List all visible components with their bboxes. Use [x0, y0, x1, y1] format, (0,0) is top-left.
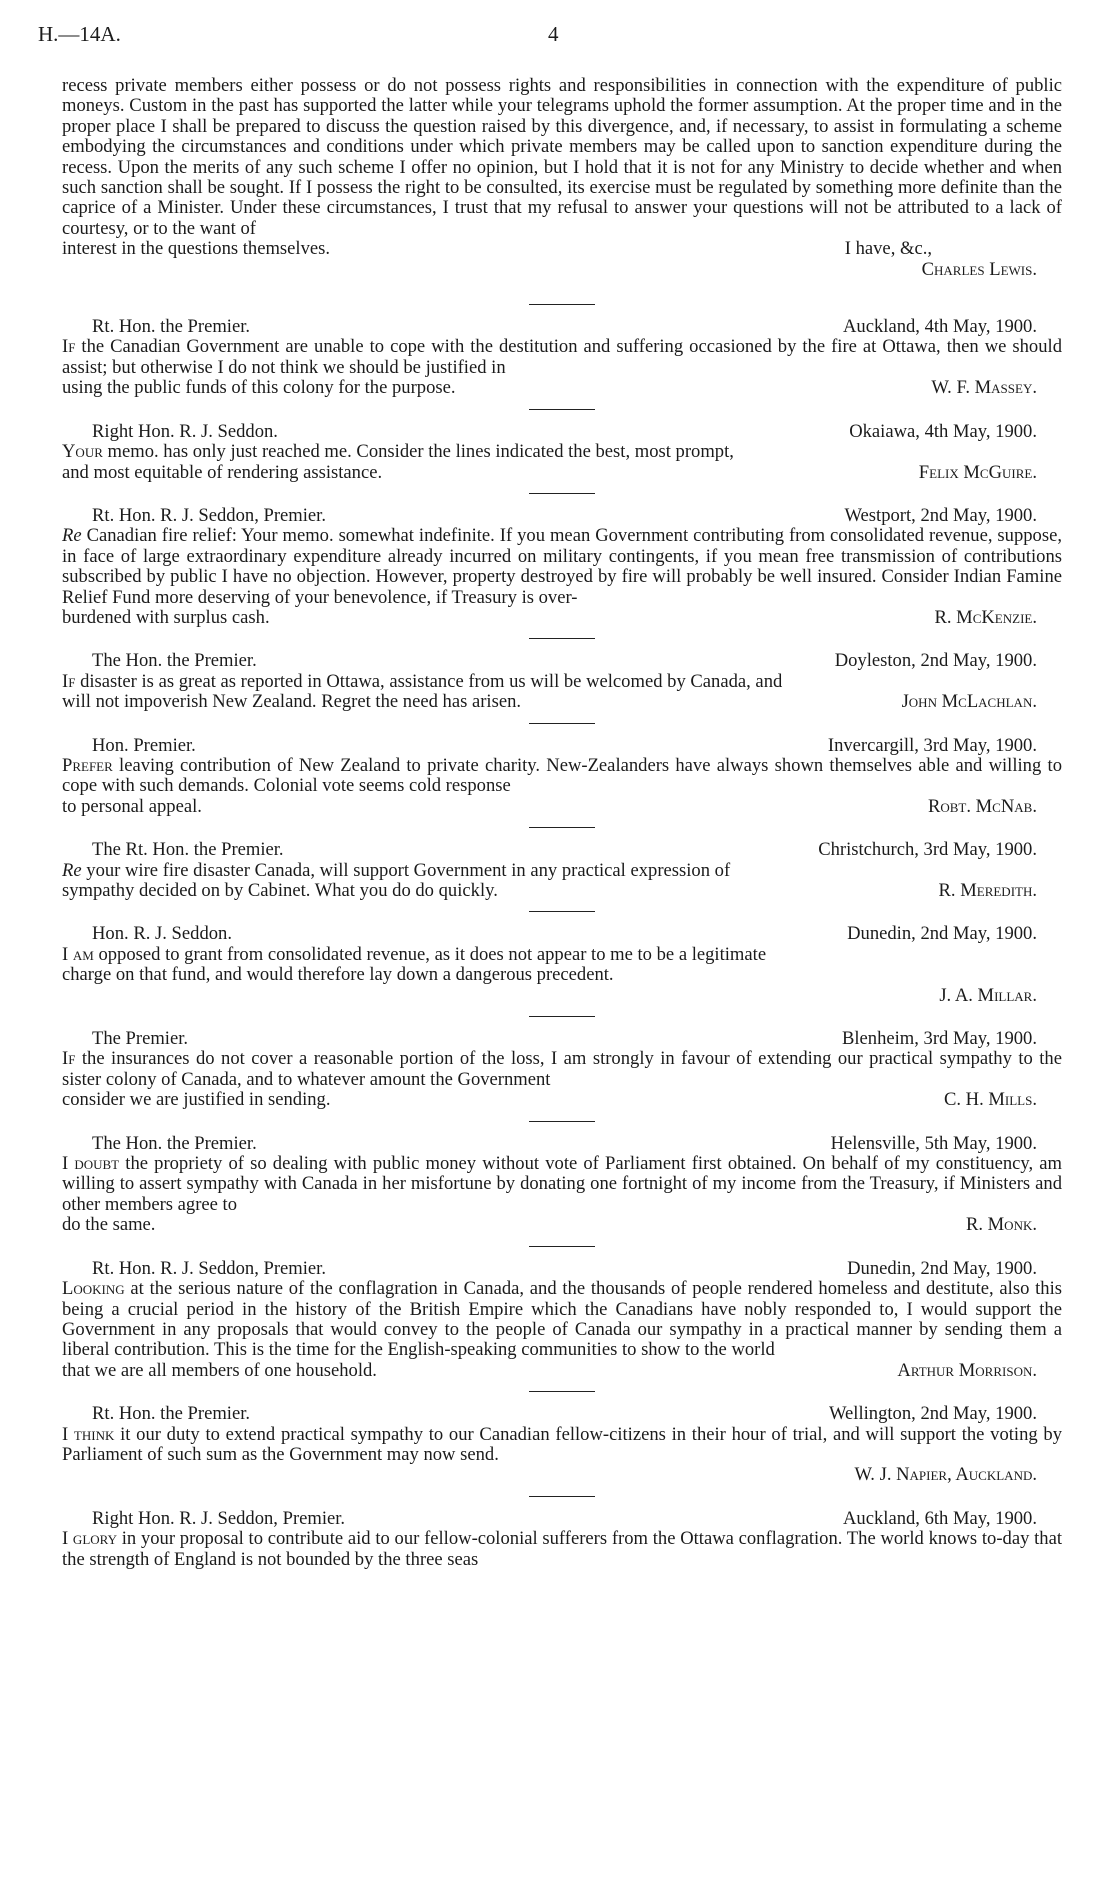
letter-heading — [62, 1134, 1062, 1154]
letter-napier — [62, 1404, 1062, 1486]
letter-last-text: to personal appeal. — [62, 795, 202, 817]
letter-addressee: Right Hon. R. J. Seddon. — [92, 420, 278, 442]
letter-opening: I am — [62, 943, 94, 965]
letter-addressee: The Rt. Hon. the Premier. — [92, 839, 284, 861]
letter-last-line — [62, 797, 1062, 817]
letter-last-text: using the public funds of this colony for the purpose. — [62, 377, 456, 399]
letter-body — [62, 861, 1062, 881]
letter-addressee: The Hon. the Premier. — [92, 650, 257, 672]
letter-last-line — [62, 881, 1062, 901]
letter-opening: I think — [62, 1423, 115, 1445]
letter-body — [62, 945, 1062, 965]
letter-place-date: Okaiawa, 4th May, 1900. — [849, 420, 1037, 442]
letter-heading — [62, 1509, 1062, 1529]
divider-rule — [529, 638, 595, 639]
letter-heading — [62, 924, 1062, 944]
letter-text: in your proposal to contribute aid to our fellow-colonial sufferers from the Ottawa conflagration. The world knows to-day that the strength of England is not bounded by the three seas — [62, 1528, 1062, 1570]
letter-opening: If — [62, 336, 76, 358]
letter-last-text: sympathy decided on by Cabinet. What you do do quickly. — [62, 880, 498, 901]
page-number: 4 — [548, 22, 559, 46]
letter-place-date: Doyleston, 2nd May, 1900. — [834, 650, 1037, 672]
letter-addressee: The Hon. the Premier. — [92, 1132, 257, 1154]
letter-place-date: Dunedin, 2nd May, 1900. — [847, 1257, 1037, 1279]
letter-addressee: Rt. Hon. the Premier. — [92, 316, 251, 338]
letter-opening: Re — [62, 859, 82, 881]
letter-signature: R. Monk. — [965, 1214, 1037, 1236]
letter-mclachlan — [62, 651, 1062, 712]
letter-body — [62, 442, 1062, 462]
letter-signature: W. J. Napier, Auckland. — [854, 1464, 1037, 1486]
letter-signature: Arthur Morrison. — [897, 1359, 1037, 1381]
letter-signature: W. F. Massey. — [931, 377, 1037, 399]
letter-heading — [62, 736, 1062, 756]
document-code: H.—14A. — [38, 22, 121, 46]
divider-rule — [529, 1391, 595, 1392]
intro-paragraph: recess private members either possess or do not possess rights and responsibilities in connection with the expenditure of public moneys. Custom in the past has supported the latter while your telegrams uphold the former assumption. At the proper time and in the proper place I shall be prepared to discuss the question raised by this divergence, and, if necessary, to assist in formulating a scheme embodying the circumstances and conditions under which private members may be called upon to sanction expenditure during the recess. Upon the merits of any such scheme I offer no opinion, but I hold that it is not for any Ministry to decide whether and when such sanction shall be sought. If I possess the right to be consulted, its exercise must be regulated by something more definite than the caprice of a Minister. Under these circumstances, I trust that my refusal to answer your questions will not be attributed to a lack of courtesy, or to the want of — [62, 75, 1062, 239]
letter-last-line — [62, 1361, 1062, 1381]
letter-opening: I doubt — [62, 1153, 120, 1175]
letter-opening: Your — [62, 441, 103, 463]
letter-last-line — [62, 692, 1062, 712]
letter-place-date: Christchurch, 3rd May, 1900. — [818, 839, 1037, 861]
letter-text: opposed to grant from consolidated revenue, as it does not appear to me to be a legitimate — [93, 943, 767, 965]
letter-text: your wire fire disaster Canada, will support Government in any practical expression of — [81, 859, 731, 881]
letter-addressee: The Premier. — [92, 1028, 189, 1050]
page-header — [38, 22, 1076, 50]
letter-last-text: will not impoverish New Zealand. Regret the need has arisen. — [62, 691, 522, 713]
letter-place-date: Wellington, 2nd May, 1900. — [828, 1403, 1037, 1425]
letter-text: the propriety of so dealing with public money without vote of Parliament first obtained. On behalf of my constituency, am willing to assert sympathy with Canada in her misfortune by donating one fortnight of my income from the Treasury, if Ministers and other members agree to — [62, 1153, 1062, 1215]
letter-signature: C. H. Mills. — [943, 1089, 1037, 1111]
letter-text: Canadian fire relief: Your memo. somewhat indefinite. If you mean Government contributing from consolidated revenue, suppose, in face of large extraordinary expenditure already incurred on military contingents, if you mean free transmission of contributions subscribed by public I have no objection. However, property destroyed by fire will probably be well insured. Consider Indian Famine Relief Fund more deserving of your benevolence, if Treasury is over- — [62, 525, 1062, 608]
letter-addressee: Hon. R. J. Seddon. — [92, 923, 232, 945]
letter-opening: Re — [62, 525, 82, 547]
letter-last-line — [62, 463, 1062, 483]
letter-text: it our duty to extend practical sympathy to our Canadian fellow-citizens in their hour of trial, and will support the voting by Parliament of such sum as the Government may now send. — [62, 1423, 1062, 1465]
letter-signature: John McLachlan. — [901, 691, 1037, 713]
letter-heading — [62, 1029, 1062, 1049]
letter-place-date: Auckland, 6th May, 1900. — [843, 1507, 1037, 1529]
letter-meredith — [62, 840, 1062, 901]
intro-last-text: interest in the questions themselves. — [62, 238, 331, 260]
letter-opening: If — [62, 670, 76, 692]
letter-signature: R. Meredith. — [938, 880, 1037, 901]
letter-addressee: Hon. Premier. — [92, 734, 196, 756]
letter-last-text: and most equitable of rendering assistance. — [62, 461, 383, 483]
letter-last-line — [62, 1090, 1062, 1110]
letter-text: the Canadian Government are unable to cope with the destitution and suffering occasioned by the fire at Ottawa, then we should assist; but otherwise I do not think we should be justified in — [62, 336, 1062, 378]
letter-heading — [62, 317, 1062, 337]
letter-place-date: Blenheim, 3rd May, 1900. — [841, 1028, 1037, 1050]
letter-signature: Robt. McNab. — [927, 795, 1037, 817]
letter-text: the insurances do not cover a reasonable portion of the loss, I am strongly in favour of extending our practical sympathy to the sister colony of Canada, and to whatever amount the Government — [62, 1048, 1062, 1090]
letter-body — [62, 1154, 1062, 1215]
letter-heading — [62, 651, 1062, 671]
letter-body — [62, 1529, 1062, 1570]
letter-place-date: Dunedin, 2nd May, 1900. — [847, 923, 1037, 945]
letter-addressee: Rt. Hon. R. J. Seddon, Premier. — [92, 504, 326, 526]
divider-rule — [529, 1121, 595, 1122]
letter-opening: Looking — [62, 1278, 125, 1300]
intro-last-line — [62, 239, 1062, 259]
letter-last-text: do the same. — [62, 1214, 156, 1236]
letter-last-line — [62, 608, 1062, 628]
letter-last-line — [62, 378, 1062, 398]
divider-rule — [529, 493, 595, 494]
letter-heading — [62, 840, 1062, 860]
letter-mills — [62, 1029, 1062, 1111]
letter-signature: J. A. Millar. — [939, 984, 1037, 1006]
divider-rule — [529, 304, 595, 305]
letter-body — [62, 1279, 1062, 1361]
divider-rule — [529, 409, 595, 410]
letter-body — [62, 1049, 1062, 1090]
letter-last-text: consider we are justified in sending. — [62, 1089, 331, 1111]
letter-auckland-6th — [62, 1509, 1062, 1570]
letter-opening: Prefer — [62, 754, 113, 776]
letter-opening: If — [62, 1048, 76, 1070]
letter-mcnab — [62, 736, 1062, 818]
letter-addressee: Rt. Hon. the Premier. — [92, 1403, 251, 1425]
letter-text: disaster is as great as reported in Ottawa, assistance from us will be welcomed by Canada, and — [75, 670, 783, 692]
letter-heading — [62, 1404, 1062, 1424]
letter-signature: Felix McGuire. — [918, 461, 1037, 483]
letter-body — [62, 756, 1062, 797]
letter-morrison — [62, 1259, 1062, 1381]
letter-heading — [62, 1259, 1062, 1279]
letter-body — [62, 1425, 1062, 1466]
letter-massey — [62, 317, 1062, 399]
letter-place-date: Auckland, 4th May, 1900. — [843, 316, 1037, 338]
letter-last-text: burdened with surplus cash. — [62, 606, 270, 628]
divider-rule — [529, 723, 595, 724]
intro-closing: I have, &c., — [844, 238, 932, 260]
letter-last-line: charge on that fund, and would therefore lay down a dangerous precedent. — [62, 964, 614, 986]
letter-mckenzie — [62, 506, 1062, 628]
intro-letter — [62, 76, 1062, 280]
letter-last-line — [62, 1215, 1062, 1235]
letter-addressee: Rt. Hon. R. J. Seddon, Premier. — [92, 1257, 326, 1279]
letter-signature: R. McKenzie. — [934, 606, 1037, 628]
letter-millar — [62, 924, 1062, 1006]
letter-place-date: Helensville, 5th May, 1900. — [830, 1132, 1037, 1154]
letter-addressee: Right Hon. R. J. Seddon, Premier. — [92, 1507, 346, 1529]
letter-heading — [62, 506, 1062, 526]
letter-last-text: that we are all members of one household. — [62, 1359, 377, 1381]
letter-mcguire — [62, 422, 1062, 483]
divider-rule — [529, 911, 595, 912]
letter-body — [62, 526, 1062, 608]
letter-text: leaving contribution of New Zealand to private charity. New-Zealanders have always shown themselves able and willing to cope with such demands. Colonial vote seems cold response — [62, 754, 1062, 797]
letter-body — [62, 337, 1062, 378]
letter-heading — [62, 422, 1062, 442]
divider-rule — [529, 1496, 595, 1497]
intro-signature: Charles Lewis. — [921, 258, 1037, 280]
letter-text: at the serious nature of the conflagration in Canada, and the thousands of people rendered homeless and destitute, also this being a crucial period in the history of the British Empire which the Canadians have nobly responded to, I would support the Government in any proposals that would convey to the people of Canada our sympathy in a practical manner by sending them a liberal contribution. This is the time for the English-speaking communities to show to the world — [62, 1278, 1062, 1361]
letter-text: memo. has only just reached me. Consider the lines indicated the best, most prompt, — [102, 441, 734, 463]
letter-place-date: Westport, 2nd May, 1900. — [844, 504, 1037, 526]
divider-rule — [529, 1246, 595, 1247]
divider-rule — [529, 827, 595, 828]
page-body — [62, 76, 1062, 1570]
divider-rule — [529, 1016, 595, 1017]
letter-body — [62, 672, 1062, 692]
letter-place-date: Invercargill, 3rd May, 1900. — [827, 734, 1037, 756]
letter-monk — [62, 1134, 1062, 1236]
letter-opening: I glory — [62, 1528, 117, 1550]
